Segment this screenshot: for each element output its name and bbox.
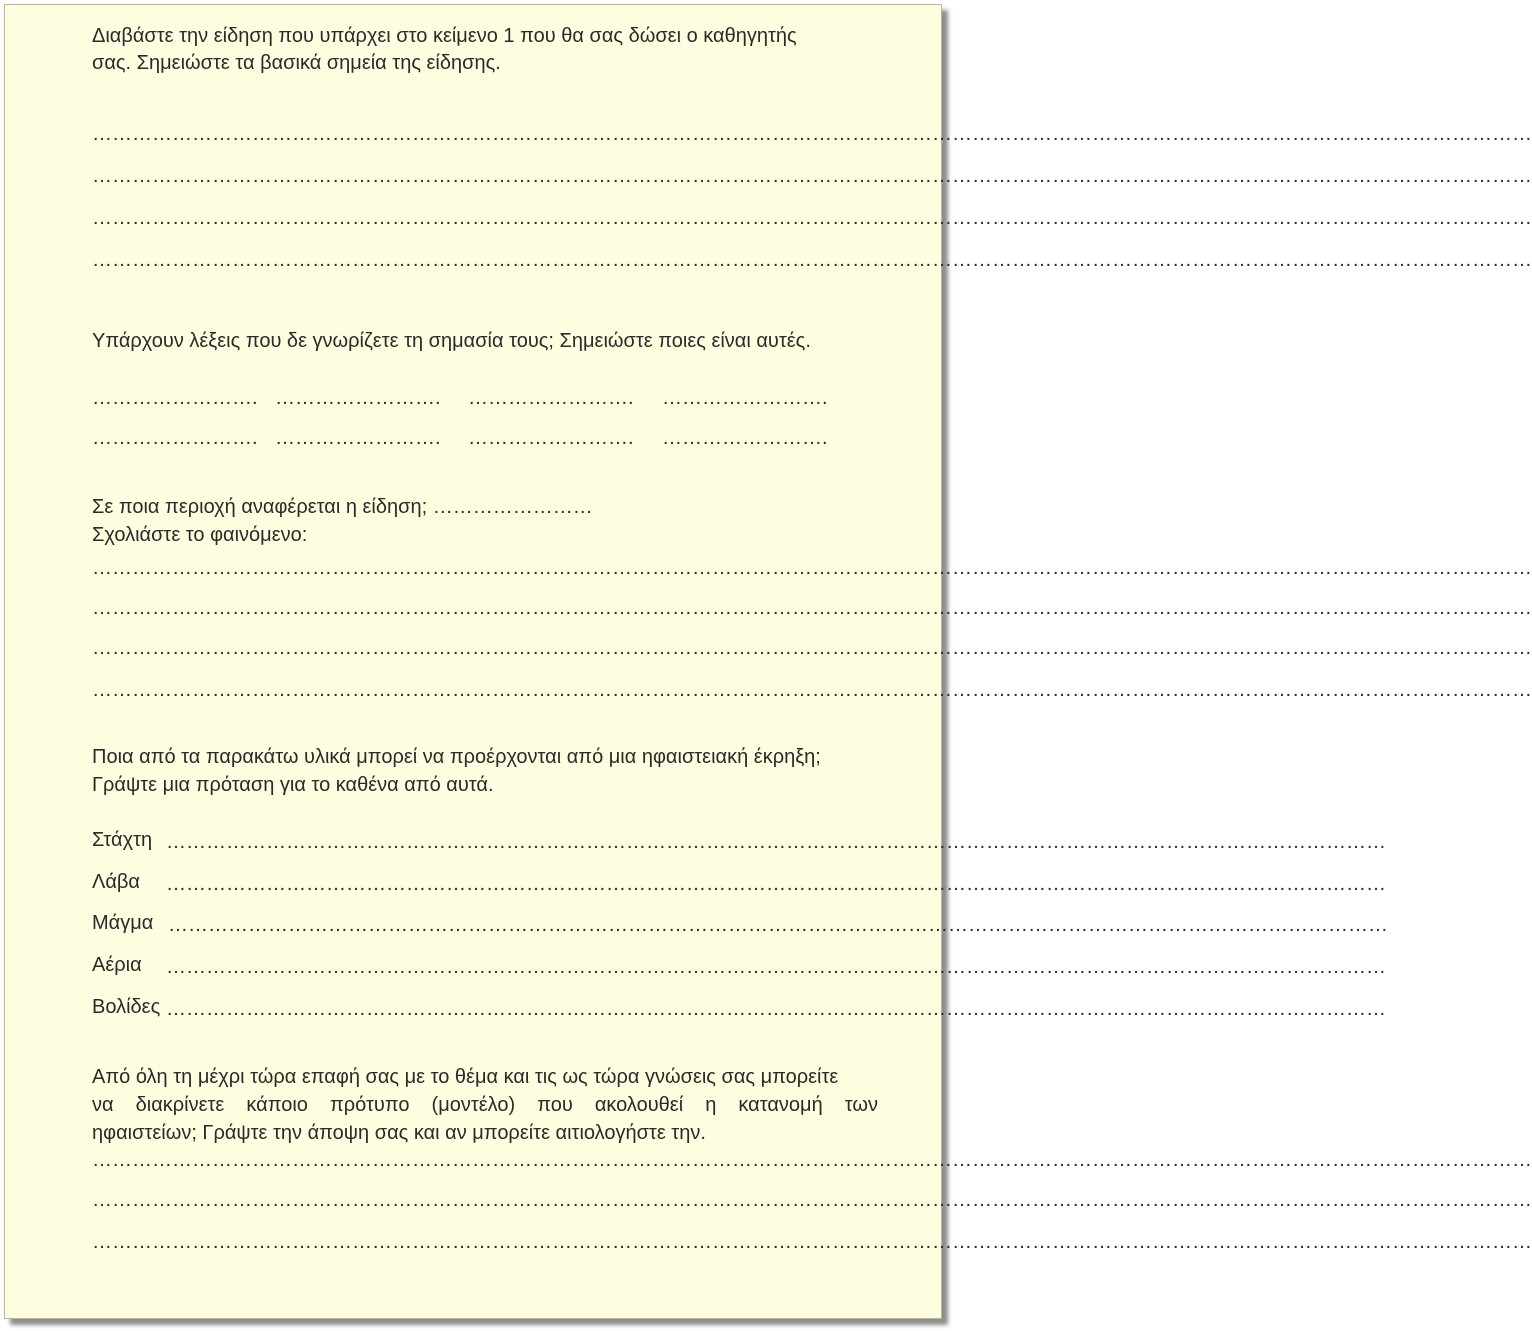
question-materials-line-1: Ποια από τα παρακάτω υλικά μπορεί να προέρχονται από μια ηφαιστειακή έκρηξη; [92, 746, 821, 768]
material-answer-line[interactable]: ………………………………………………………………………………………………………………………………………………………………… [166, 998, 1386, 1020]
answer-line[interactable]: ……………………………………………………………………………………………………………………………………………………………………………………………… [92, 207, 1532, 229]
answer-line[interactable]: ……………………………………………………………………………………………………………………………………………………………………………………………… [92, 1231, 1532, 1253]
intro-line-1: Διαβάστε την είδηση που υπάρχει στο κείμενο 1 που θα σας δώσει ο καθηγητής [92, 25, 797, 47]
question-unknown-words: Υπάρχουν λέξεις που δε γνωρίζετε τη σημασία τους; Σημειώστε ποιες είναι αυτές. [92, 330, 811, 352]
material-answer-line[interactable]: ………………………………………………………………………………………………………………………………………………………………… [168, 914, 1388, 936]
answer-line[interactable]: ……………………………………………………………………………………………………………………………………………………………………………………………… [92, 597, 1532, 619]
question-comment: Σχολιάστε το φαινόμενο: [92, 524, 308, 546]
justified-word: κάποιο [246, 1094, 308, 1116]
material-label-ash: Στάχτη [92, 829, 153, 851]
region-blank[interactable]: …………………… [432, 496, 593, 518]
answer-line[interactable]: ……………………………………………………………………………………………………………………………………………………………………………………………… [92, 637, 1532, 659]
question-model-line-1: Από όλη τη μέχρι τώρα επαφή σας με το θέμα και τις ως τώρα γνώσεις σας μπορείτε [92, 1066, 839, 1088]
answer-line[interactable]: ……………………………………………………………………………………………………………………………………………………………………………………………… [92, 123, 1532, 145]
word-blank[interactable]: ……………………. [275, 427, 441, 449]
answer-line[interactable]: ……………………………………………………………………………………………………………………………………………………………………………………………… [92, 679, 1532, 701]
answer-line[interactable]: ……………………………………………………………………………………………………………………………………………………………………………………………… [92, 249, 1532, 271]
justified-word: κατανομή [738, 1094, 823, 1116]
answer-line[interactable]: ……………………………………………………………………………………………………………………………………………………………………………………………… [92, 1149, 1532, 1171]
justified-word: διακρίνετε [135, 1094, 225, 1116]
answer-line[interactable]: ……………………………………………………………………………………………………………………………………………………………………………………………… [92, 1189, 1532, 1211]
word-blank[interactable]: ……………………. [662, 387, 828, 409]
material-answer-line[interactable]: ………………………………………………………………………………………………………………………………………………………………… [166, 956, 1386, 978]
question-materials-line-2: Γράψτε μια πρόταση για το καθένα από αυτά. [92, 774, 494, 796]
word-blank[interactable]: ……………………. [468, 387, 634, 409]
question-region-label: Σε ποια περιοχή αναφέρεται η είδηση; [92, 496, 428, 518]
material-label-magma: Μάγμα [92, 912, 154, 934]
justified-word: (μοντέλο) [431, 1094, 516, 1116]
word-blank[interactable]: ……………………. [468, 427, 634, 449]
justified-word: η [705, 1094, 717, 1116]
question-model-line-3: ηφαιστείων; Γράψτε την άποψη σας και αν μπορείτε αιτιολογήστε την. [92, 1122, 706, 1144]
word-blank[interactable]: ……………………. [92, 427, 258, 449]
justified-word: να [92, 1094, 114, 1116]
word-blank[interactable]: ……………………. [275, 387, 441, 409]
material-label-bombs: Βολίδες [92, 996, 161, 1018]
material-label-lava: Λάβα [92, 871, 140, 893]
material-label-gases: Αέρια [92, 954, 142, 976]
word-blank[interactable]: ……………………. [92, 387, 258, 409]
justified-word: των [844, 1094, 878, 1116]
material-answer-line[interactable]: ………………………………………………………………………………………………………………………………………………………………… [166, 873, 1386, 895]
intro-line-2: σας. Σημειώστε τα βασικά σημεία της είδησης. [92, 52, 501, 74]
answer-line[interactable]: ……………………………………………………………………………………………………………………………………………………………………………………………… [92, 557, 1532, 579]
justified-word: ακολουθεί [594, 1094, 684, 1116]
question-model-line-2 [92, 1091, 878, 1119]
justified-word: που [537, 1094, 573, 1116]
answer-line[interactable]: ……………………………………………………………………………………………………………………………………………………………………………………………… [92, 165, 1532, 187]
question-region [92, 493, 593, 521]
material-answer-line[interactable]: ………………………………………………………………………………………………………………………………………………………………… [166, 831, 1386, 853]
word-blank[interactable]: ……………………. [662, 427, 828, 449]
justified-word: πρότυπο [329, 1094, 410, 1116]
